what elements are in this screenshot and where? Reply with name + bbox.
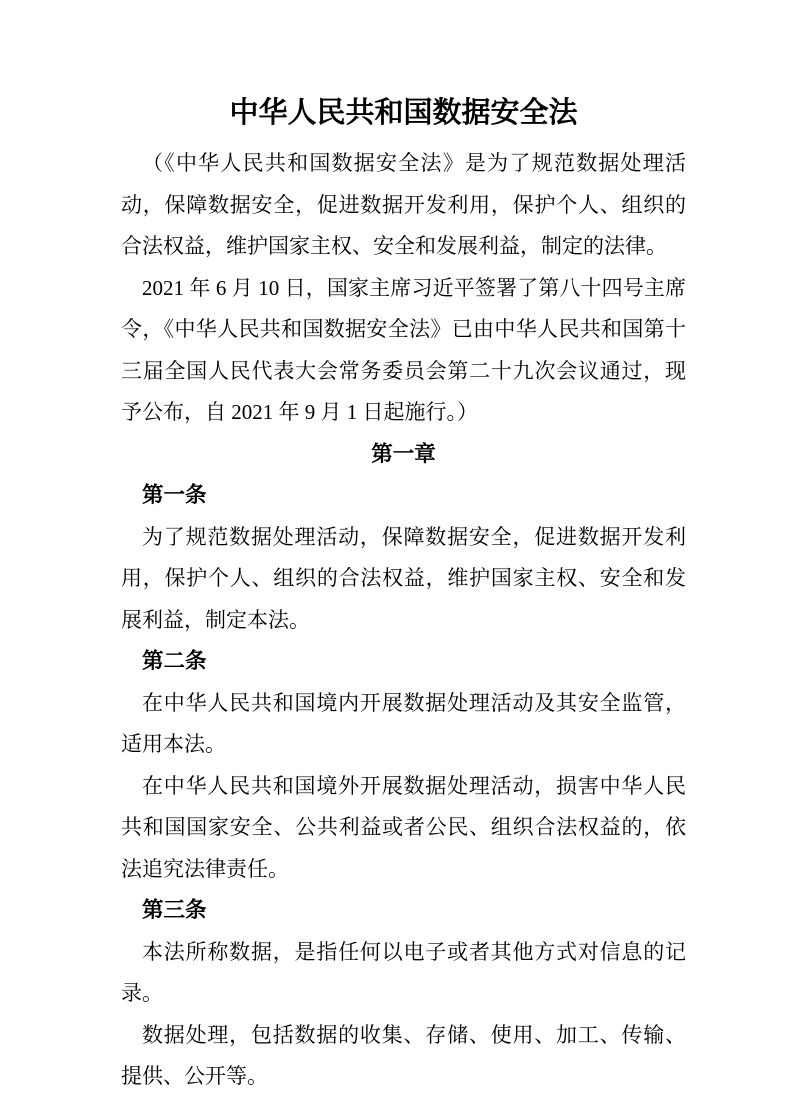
article-1-heading: 第一条 — [142, 483, 207, 507]
article-3-paragraph-2: 数据处理，包括数据的收集、存储、使用、加工、传输、提供、公开等。 — [121, 1022, 686, 1088]
article-3-paragraph-1: 本法所称数据，是指任何以电子或者其他方式对信息的记录。 — [121, 939, 686, 1005]
article-2-paragraph-1: 在中华人民共和国境内开展数据处理活动及其安全监管，适用本法。 — [121, 690, 686, 756]
article-2-heading: 第二条 — [142, 649, 207, 673]
article-3-heading: 第三条 — [142, 898, 207, 922]
intro-paragraph-1: （《中华人民共和国数据安全法》是为了规范数据处理活动，保障数据安全，促进数据开发利用，保护个人、组织的合法权益，维护国家主权、安全和发展利益，制定的法律。 — [121, 151, 686, 258]
chapter-1-heading: 第一章 — [371, 441, 436, 466]
article-2-paragraph-2: 在中华人民共和国境外开展数据处理活动，损害中华人民共和国国家安全、公共利益或者公民、组织合法权益的，依法追究法律责任。 — [121, 773, 686, 881]
document-title: 中华人民共和国数据安全法 — [229, 97, 578, 129]
intro-paragraph-2: 2021 年 6 月 10 日，国家主席习近平签署了第八十四号主席令，《中华人民共和国数据安全法》已由中华人民共和国第十三届全国人民代表大会常务委员会第二十九次会议通过，现予公布，自 2021 年 9 月 1 日起施行。） — [121, 275, 686, 424]
article-1-paragraph: 为了规范数据处理活动，保障数据安全，促进数据开发利用，保护个人、组织的合法权益，维护国家主权、安全和发展利益，制定本法。 — [121, 524, 686, 632]
